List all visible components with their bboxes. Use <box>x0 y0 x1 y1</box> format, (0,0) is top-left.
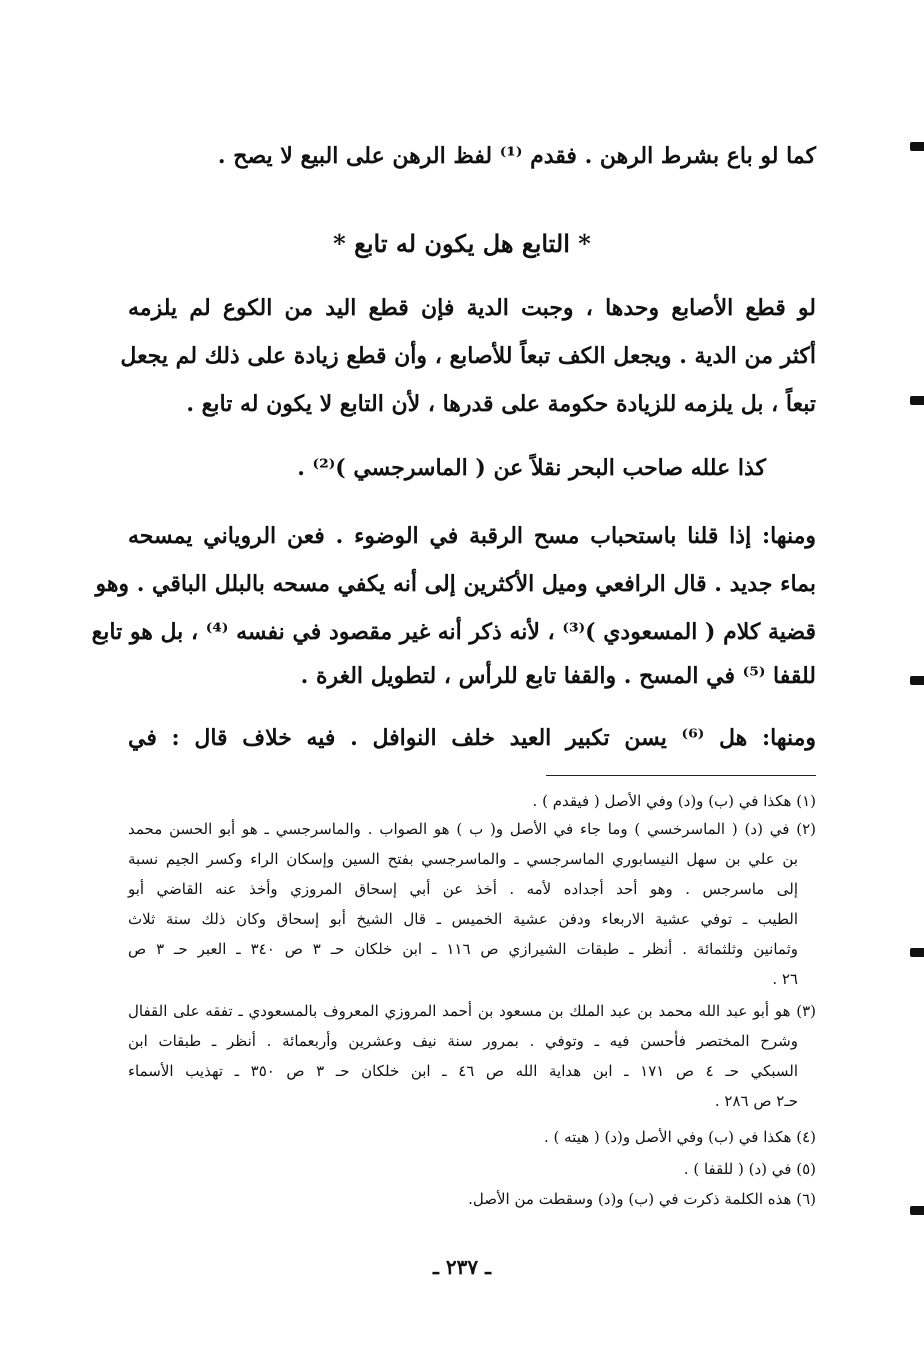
scan-edge-mark <box>910 142 924 151</box>
para1-line-1: لو قطع الأصابع وحدها ، وجبت الدية فإن قطع اليد من الكوع لم يلزمه <box>128 295 816 321</box>
page-number: ـ ٢٣٧ ـ <box>433 1255 491 1279</box>
para4-line: ومنها: هل ⁽⁶⁾ يسن تكبير العيد خلف النوافل . فيه خلاف قال : في <box>128 725 816 751</box>
footnote-2-line-2: بن علي بن سهل النيسابوري الماسرجسي ـ والماسرجسي بفتح السين وإسكان الراء وكسر الجيم نسبة <box>128 850 798 868</box>
para3-line-4: للقفا ⁽⁵⁾ في المسح . والقفا تابع للرأس ، لتطويل الغرة . <box>300 663 816 689</box>
footnote-5: (٥) في (د) ( للقفا ) . <box>683 1160 816 1178</box>
para3-line-3: قضية كلام ( المسعودي )⁽³⁾ ، لأنه ذكر أنه غير مقصود في نفسه ⁽⁴⁾ ، بل هو تابع <box>91 619 816 645</box>
para2-line: كذا علله صاحب البحر نقلاً عن ( الماسرجسي )⁽²⁾ . <box>297 455 766 481</box>
section-heading: * التابع هل يكون له تابع * <box>333 229 591 258</box>
footnote-2-line-6: ٢٦ . <box>772 970 798 988</box>
scan-edge-mark <box>910 948 924 957</box>
top-line: كما لو باع بشرط الرهن . فقدم ⁽¹⁾ لفظ الرهن على البيع لا يصح . <box>217 143 816 169</box>
footnote-2-line-4: الطيب ـ توفي عشية الاربعاء ودفن عشية الخميس ـ قال الشيخ أبو إسحاق وكان ذلك سنة ثلاث <box>128 910 798 928</box>
footnote-1: (١) هكذا في (ب) و(د) وفي الأصل ( فيقدم ) . <box>532 792 816 810</box>
scan-edge-mark <box>910 396 924 405</box>
footnote-3-line-3: السبكي حـ ٤ ص ١٧١ ـ ابن هداية الله ص ٤٦ ـ ابن خلكان حـ ٣ ص ٣٥٠ ـ تهذيب الأسماء <box>128 1062 799 1080</box>
footnote-2-line-1: (٢) في (د) ( الماسرخسي ) وما جاء في الأصل و( ب ) هو الصواب . والماسرجسي ـ هو أبو الحسن محمد <box>128 820 816 838</box>
footnote-6: (٦) هذه الكلمة ذكرت في (ب) و(د) وسقطت من الأصل. <box>468 1190 816 1208</box>
para1-line-3: تبعاً ، بل يلزمه للزيادة حكومة على قدرها ، لأن التابع لا يكون له تابع . <box>186 391 816 417</box>
para1-line-2: أكثر من الدية . ويجعل الكف تبعاً للأصابع ، وأن قطع زيادة على ذلك لم يجعل <box>120 343 816 369</box>
para3-line-1: ومنها: إذا قلنا باستحباب مسح الرقبة في الوضوء . فعن الروياني يمسحه <box>128 523 816 549</box>
footnote-3-line-2: وشرح المختصر فأحسن فيه ـ وتوفي . بمرور سنة نيف وعشرين وأربعمائة . أنظر ـ طبقات ابن <box>128 1032 798 1050</box>
scan-edge-mark <box>910 676 924 685</box>
footnote-2-line-5: وثمانين وثلثمائة . أنظر ـ طبقات الشيرازي ص ١١٦ ـ ابن خلكان حـ ٣ ص ٣٤٠ ـ العبر حـ ٣ ص <box>128 940 798 958</box>
footnote-4: (٤) هكذا في (ب) وفي الأصل و(د) ( هيته ) . <box>543 1128 816 1146</box>
footnote-3-line-1: (٣) هو أبو عبد الله محمد بن عبد الملك بن مسعود بن أحمد المروزي المعروف بالمسعودي ـ تفقه على القفال <box>128 1002 816 1020</box>
para3-line-2: بماء جديد . قال الرافعي وميل الأكثرين إلى أنه يكفي مسحه بالبلل الباقي . وهو <box>95 571 816 597</box>
scan-edge-mark <box>910 1206 924 1215</box>
footnote-2-line-3: إلى ماسرجس . وهو أحد أجداده لأمه . أخذ عن أبي إسحاق المروزي وأخذ عنه القاضي أبو <box>128 880 798 898</box>
footnote-3-line-4: حـ٢ ص ٢٨٦ . <box>714 1092 798 1110</box>
footnote-separator <box>546 775 816 776</box>
